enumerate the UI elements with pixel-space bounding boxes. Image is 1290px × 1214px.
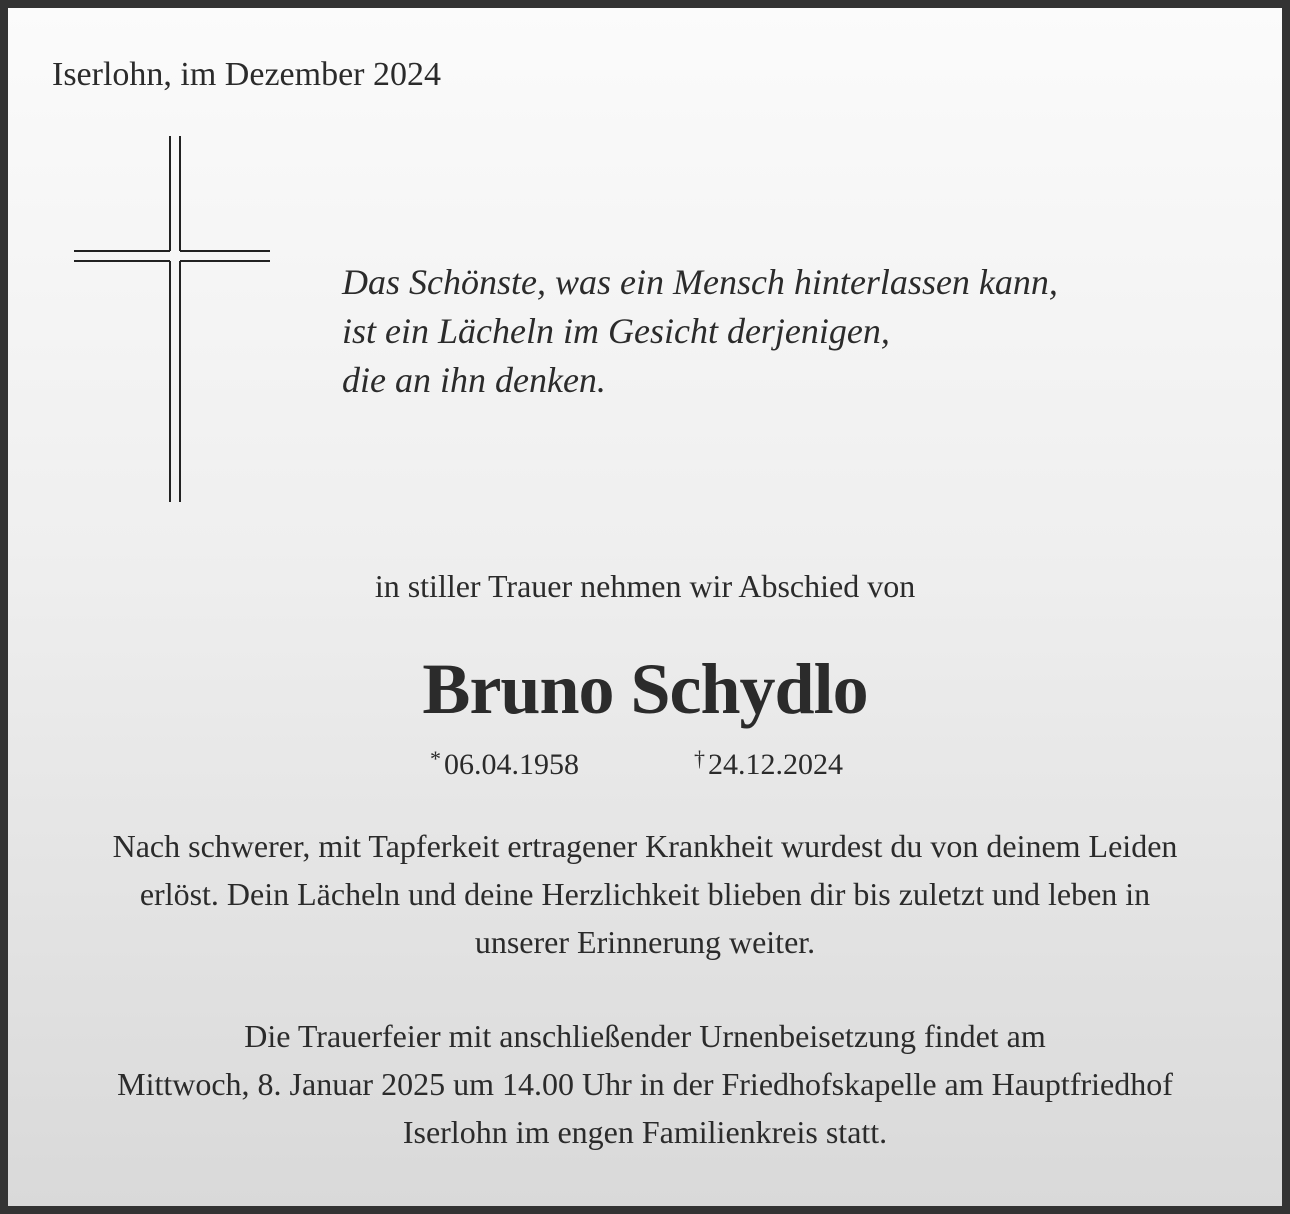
birth-symbol: * [430, 746, 441, 771]
quote-line: die an ihn denken. [342, 360, 606, 400]
paragraph-line: Mittwoch, 8. Januar 2025 um 14.00 Uhr in der Friedhofskapelle am Hauptfriedhof [117, 1066, 1173, 1102]
paragraph-line: unserer Erinnerung weiter. [474, 924, 816, 960]
death-date: 24.12.2024 [708, 748, 843, 781]
memorial-quote [342, 258, 1058, 405]
funeral-paragraph [8, 1012, 1282, 1156]
paragraph-line: Iserlohn im engen Familienkreis statt. [402, 1114, 888, 1150]
death-date-group [694, 746, 843, 782]
cross-icon [74, 136, 270, 502]
illness-paragraph [8, 822, 1282, 966]
farewell-intro: in stiller Trauer nehmen wir Abschied von [374, 568, 916, 604]
birth-date-group [430, 746, 579, 782]
quote-line: Das Schönste, was ein Mensch hinterlassen kann, [342, 262, 1058, 302]
deceased-name: Bruno Schydlo [422, 649, 868, 729]
paragraph-line: erlöst. Dein Lächeln und deine Herzlichkeit blieben dir bis zuletzt und leben in [139, 876, 1151, 912]
death-symbol: † [694, 746, 705, 771]
birth-date: 06.04.1958 [444, 748, 579, 781]
paragraph-line: Nach schwerer, mit Tapferkeit ertragener Krankheit wurdest du von deinem Leiden [112, 828, 1178, 864]
obituary-card [8, 8, 1282, 1206]
place-date: Iserlohn, im Dezember 2024 [52, 56, 441, 93]
quote-line: ist ein Lächeln im Gesicht derjenigen, [342, 311, 890, 351]
paragraph-line: Die Trauerfeier mit anschließender Urnenbeisetzung findet am [244, 1018, 1046, 1054]
